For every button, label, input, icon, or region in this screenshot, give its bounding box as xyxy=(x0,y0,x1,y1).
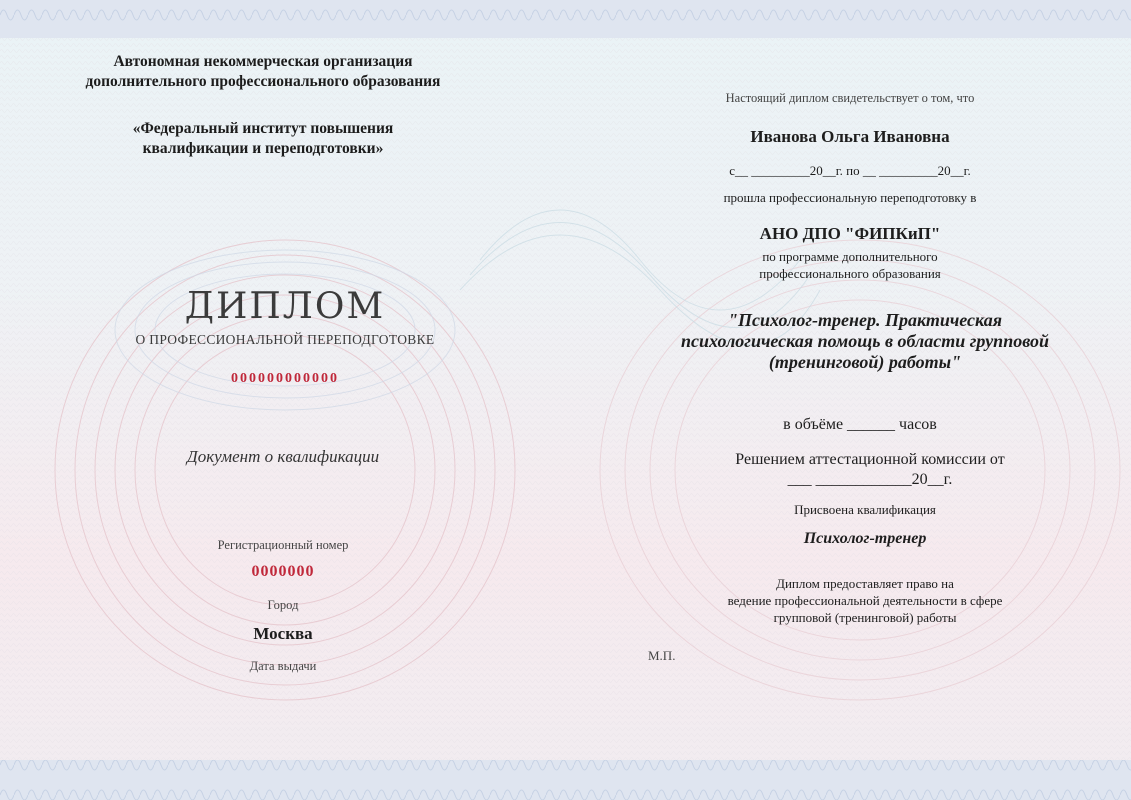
course-line: "Психолог-тренер. Практическая xyxy=(728,310,1002,330)
passed-text: прошла профессиональную переподготовку в xyxy=(723,190,977,205)
diploma-number: 000000000000 xyxy=(231,371,339,386)
course-volume: в объёме ______ часов xyxy=(783,416,937,433)
institute-line: квалификации и переподготовки» xyxy=(142,140,384,157)
diploma-rights xyxy=(640,575,1090,626)
city-label: Город xyxy=(267,598,299,612)
program-description xyxy=(640,248,1060,282)
program-line: по программе дополнительного xyxy=(762,249,938,264)
qualification-assigned-label: Присвоена квалификация xyxy=(794,502,936,517)
recipient-name: Иванова Ольга Ивановна xyxy=(750,127,950,146)
certifies-intro: Настоящий диплом свидетельствует о том, что xyxy=(725,91,975,105)
diploma-title: ДИПЛОМ xyxy=(184,286,386,327)
institute-name xyxy=(20,119,506,159)
rights-line: ведение профессиональной деятельности в сфере xyxy=(727,593,1003,608)
organization-line: дополнительного профессионального образования xyxy=(85,73,441,90)
course-line: психологическая помощь в области групповой xyxy=(680,331,1050,351)
course-line: (тренинговой) работы" xyxy=(768,352,962,372)
organization-short-name: АНО ДПО "ФИПКиП" xyxy=(759,224,941,243)
diploma-subtitle: О ПРОФЕССИОНАЛЬНОЙ ПЕРЕПОДГОТОВКЕ xyxy=(135,332,435,347)
organization-name xyxy=(20,52,506,92)
stamp-place-label: М.П. xyxy=(648,648,676,663)
decision-line: ___ ____________20__г. xyxy=(787,471,953,488)
course-title xyxy=(630,310,1100,373)
commission-decision xyxy=(640,450,1100,490)
institute-line: «Федеральный институт повышения xyxy=(132,120,394,137)
rights-line: Диплом предоставляет право на xyxy=(776,576,954,591)
qualification-value: Психолог-тренер xyxy=(803,530,927,547)
registration-label: Регистрационный номер xyxy=(217,538,349,552)
rights-line: групповой (тренинговой) работы xyxy=(773,610,957,625)
document-kind: Документ о квалификации xyxy=(186,447,380,466)
issue-date-label: Дата выдачи xyxy=(249,659,317,673)
city-value: Москва xyxy=(253,624,313,643)
program-line: профессионального образования xyxy=(759,266,941,281)
study-period: с__ _________20__г. по __ _________20__г. xyxy=(729,163,971,178)
organization-line: Автономная некоммерческая организация xyxy=(113,53,413,70)
registration-number: 0000000 xyxy=(251,563,315,580)
decision-line: Решением аттестационной комиссии от xyxy=(735,451,1005,468)
